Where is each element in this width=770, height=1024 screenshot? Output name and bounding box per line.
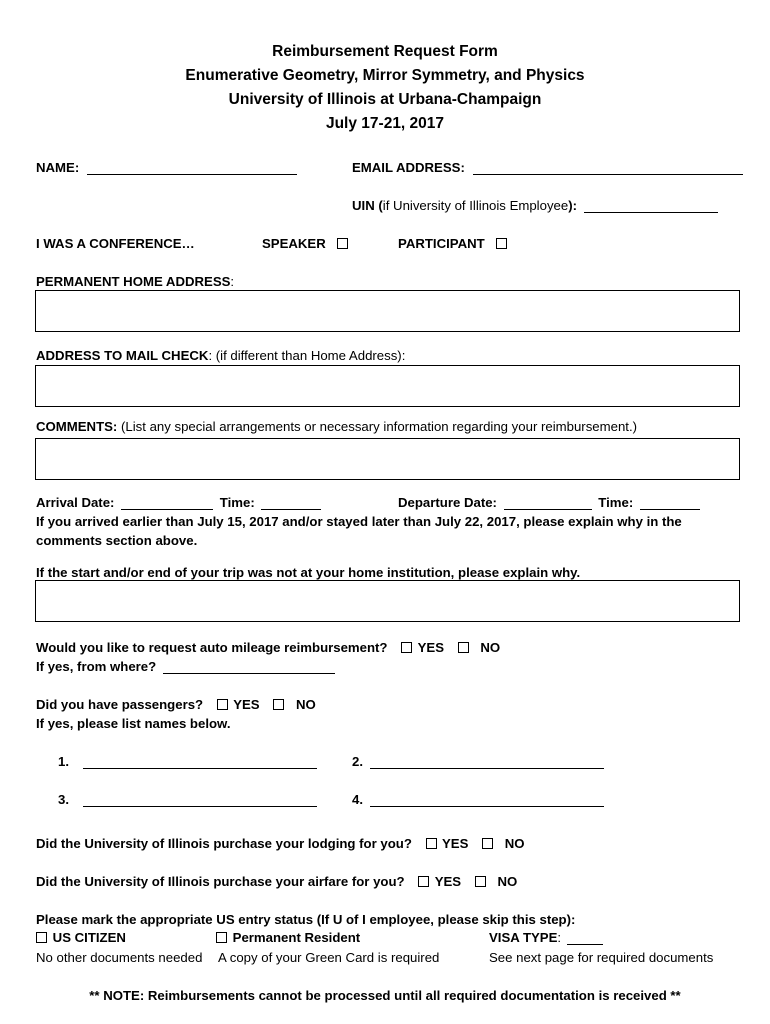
- passenger-4-row: [352, 792, 604, 807]
- speaker-option: [262, 236, 350, 251]
- visa-type-colon: :: [557, 930, 562, 945]
- visa-type-label: VISA TYPE: [489, 930, 558, 945]
- airfare-yes-checkbox[interactable]: [418, 876, 429, 887]
- airfare-no-checkbox[interactable]: [475, 876, 486, 887]
- permanent-resident-checkbox[interactable]: [216, 932, 227, 943]
- mileage-no-label: NO: [480, 640, 501, 655]
- form-title: Reimbursement Request Form: [272, 43, 498, 60]
- passengers-question: Did you have passengers?: [36, 697, 204, 712]
- early-arrival-note-line2: comments section above.: [36, 533, 198, 548]
- speaker-checkbox[interactable]: [337, 238, 348, 249]
- us-citizen-checkbox[interactable]: [36, 932, 47, 943]
- passenger-3-row: [58, 792, 317, 807]
- visa-type-field[interactable]: [567, 932, 603, 945]
- us-citizen-option: [36, 930, 126, 945]
- arrival-row: [36, 495, 321, 510]
- permanent-resident-option: [216, 930, 360, 945]
- passenger-2-row: [352, 754, 604, 769]
- passenger-3-number: 3.: [58, 792, 69, 807]
- name-field[interactable]: [87, 162, 297, 175]
- home-address-heading: [36, 274, 234, 289]
- mileage-row: [36, 640, 500, 655]
- email-field[interactable]: [473, 162, 743, 175]
- airfare-no-label: NO: [497, 874, 518, 889]
- mail-check-note: : (if different than Home Address):: [208, 348, 406, 363]
- lodging-row: [36, 836, 525, 851]
- mileage-question: Would you like to request auto mileage reimbursement?: [36, 640, 388, 655]
- mail-check-heading: [36, 348, 405, 363]
- uin-label: UIN: [352, 198, 375, 213]
- mileage-from-label: If yes, from where?: [36, 659, 157, 674]
- email-row: [352, 160, 743, 175]
- comments-heading: [36, 419, 637, 434]
- passenger-4-number: 4.: [352, 792, 363, 807]
- mileage-yes-label: YES: [417, 640, 444, 655]
- airfare-row: [36, 874, 517, 889]
- uin-field[interactable]: [584, 200, 718, 213]
- uin-paren-close: ):: [568, 198, 578, 213]
- comments-label: COMMENTS:: [36, 419, 118, 434]
- mileage-no-checkbox[interactable]: [458, 642, 469, 653]
- passenger-2-field[interactable]: [370, 756, 604, 769]
- passengers-yes-label: YES: [233, 697, 260, 712]
- passengers-yes-checkbox[interactable]: [217, 699, 228, 710]
- passenger-2-number: 2.: [352, 754, 363, 769]
- mail-check-label: ADDRESS TO MAIL CHECK: [36, 348, 209, 363]
- arrival-date-label: Arrival Date:: [36, 495, 115, 510]
- footer-note: ** NOTE: Reimbursements cannot be processed until all required documentation is received **: [89, 988, 681, 1003]
- passengers-no-checkbox[interactable]: [273, 699, 284, 710]
- visa-note: See next page for required documents: [489, 950, 714, 965]
- resident-note: A copy of your Green Card is required: [218, 950, 440, 965]
- lodging-yes-label: YES: [442, 836, 469, 851]
- participant-label: PARTICIPANT: [398, 236, 485, 251]
- airfare-question: Did the University of Illinois purchase your airfare for you?: [36, 874, 405, 889]
- passengers-list-label: If yes, please list names below.: [36, 716, 231, 731]
- uin-paren-open: (: [374, 198, 383, 213]
- visa-type-row: [489, 930, 603, 945]
- us-citizen-label: US CITIZEN: [52, 930, 126, 945]
- home-address-colon: :: [230, 274, 235, 289]
- lodging-no-checkbox[interactable]: [482, 838, 493, 849]
- departure-time-label: Time:: [598, 495, 634, 510]
- conference-name: Enumerative Geometry, Mirror Symmetry, and Physics: [185, 67, 585, 84]
- passenger-1-row: [58, 754, 317, 769]
- trip-explanation-input[interactable]: [35, 580, 740, 622]
- passenger-1-field[interactable]: [83, 756, 317, 769]
- lodging-yes-checkbox[interactable]: [426, 838, 437, 849]
- uin-row: [352, 198, 718, 213]
- arrival-time-field[interactable]: [261, 497, 321, 510]
- home-address-input[interactable]: [35, 290, 740, 332]
- passenger-3-field[interactable]: [83, 794, 317, 807]
- university-name: University of Illinois at Urbana-Champaign: [228, 91, 542, 108]
- conference-role-label: I WAS A CONFERENCE…: [36, 236, 195, 251]
- departure-row: [398, 495, 700, 510]
- mail-check-address-input[interactable]: [35, 365, 740, 407]
- passenger-4-field[interactable]: [370, 794, 604, 807]
- airfare-yes-label: YES: [434, 874, 462, 889]
- mileage-yes-checkbox[interactable]: [401, 642, 412, 653]
- departure-time-field[interactable]: [640, 497, 700, 510]
- home-address-label: PERMANENT HOME ADDRESS: [36, 274, 231, 289]
- passengers-no-label: NO: [295, 697, 316, 712]
- departure-date-label: Departure Date:: [398, 495, 497, 510]
- arrival-date-field[interactable]: [121, 497, 213, 510]
- trip-note: If the start and/or end of your trip was not at your home institution, please explain why.: [36, 565, 581, 580]
- participant-checkbox[interactable]: [496, 238, 507, 249]
- lodging-question: Did the University of Illinois purchase your lodging for you?: [36, 836, 412, 851]
- entry-status-heading: Please mark the appropriate US entry status (If U of I employee, please skip this step):: [36, 912, 576, 927]
- participant-option: [398, 236, 509, 251]
- name-row: [36, 160, 297, 175]
- mileage-from-field[interactable]: [163, 661, 335, 674]
- comments-input[interactable]: [35, 438, 740, 480]
- early-arrival-note-line1: If you arrived earlier than July 15, 2017 and/or stayed later than July 22, 2017, please explain why in the: [36, 514, 682, 529]
- speaker-label: SPEAKER: [262, 236, 326, 251]
- passenger-1-number: 1.: [58, 754, 69, 769]
- lodging-no-label: NO: [504, 836, 525, 851]
- citizen-note: No other documents needed: [36, 950, 203, 965]
- arrival-time-label: Time:: [219, 495, 255, 510]
- departure-date-field[interactable]: [504, 497, 592, 510]
- uin-note: if University of Illinois Employee: [382, 198, 569, 213]
- conference-dates: July 17-21, 2017: [325, 115, 445, 132]
- name-label: NAME:: [36, 160, 80, 175]
- comments-note: (List any special arrangements or necessary information regarding your reimbursement.): [117, 419, 637, 434]
- passengers-row: [36, 697, 316, 712]
- mileage-from-row: [36, 659, 335, 674]
- permanent-resident-label: Permanent Resident: [232, 930, 361, 945]
- email-label: EMAIL ADDRESS:: [352, 160, 465, 175]
